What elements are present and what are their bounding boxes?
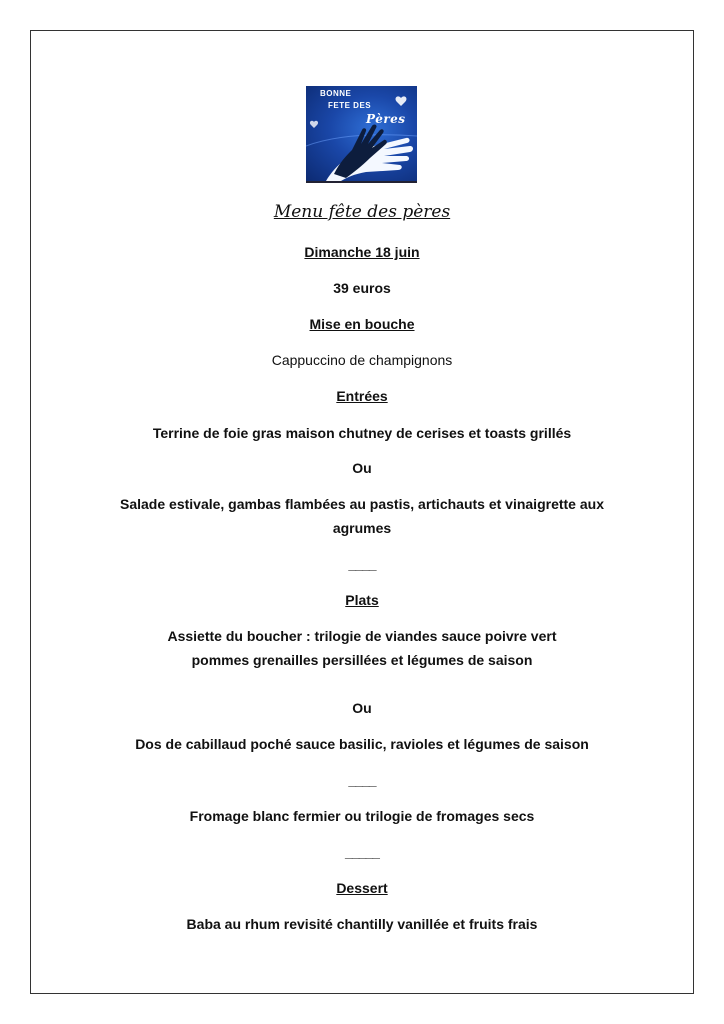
mains-heading: Plats [345, 592, 379, 608]
amuse-item: Cappuccino de champignons [271, 352, 453, 368]
main-2: Dos de cabillaud poché sauce basilic, ravioles et légumes de saison [135, 736, 589, 752]
separator-3: _____ [345, 844, 379, 860]
separator-2: ____ [348, 772, 376, 788]
or-2: Ou [352, 700, 372, 716]
menu-price: 39 euros [333, 280, 391, 296]
cheese-course: Fromage blanc fermier ou trilogie de fromages secs [189, 808, 535, 824]
dessert-heading: Dessert [336, 880, 388, 896]
separator-1: ____ [348, 556, 376, 572]
menu-date: Dimanche 18 juin [304, 244, 420, 260]
starter-1: Terrine de foie gras maison chutney de cerises et toasts grillés [152, 425, 572, 441]
menu-title: Menu fête des pères [273, 202, 451, 222]
amuse-heading: Mise en bouche [309, 316, 415, 332]
logo-text-line1: BONNE [320, 89, 352, 98]
main-1-line2: pommes grenailles persillées et légumes de saison [191, 652, 533, 668]
fathers-day-logo [306, 86, 417, 181]
or-1: Ou [352, 460, 372, 476]
main-1-line1: Assiette du boucher : trilogie de viandes sauce poivre vert [167, 628, 557, 644]
starter-2-line1: Salade estivale, gambas flambées au pastis, artichauts et vinaigrette aux [120, 496, 604, 512]
logo-text-line3: Pères [366, 112, 406, 126]
starter-2-line2: agrumes [332, 520, 392, 536]
logo-text-line2: FETE DES [328, 101, 372, 110]
starters-heading: Entrées [336, 388, 388, 404]
dessert-item: Baba au rhum revisité chantilly vanillée et fruits frais [186, 916, 538, 932]
logo-underline [306, 181, 417, 183]
